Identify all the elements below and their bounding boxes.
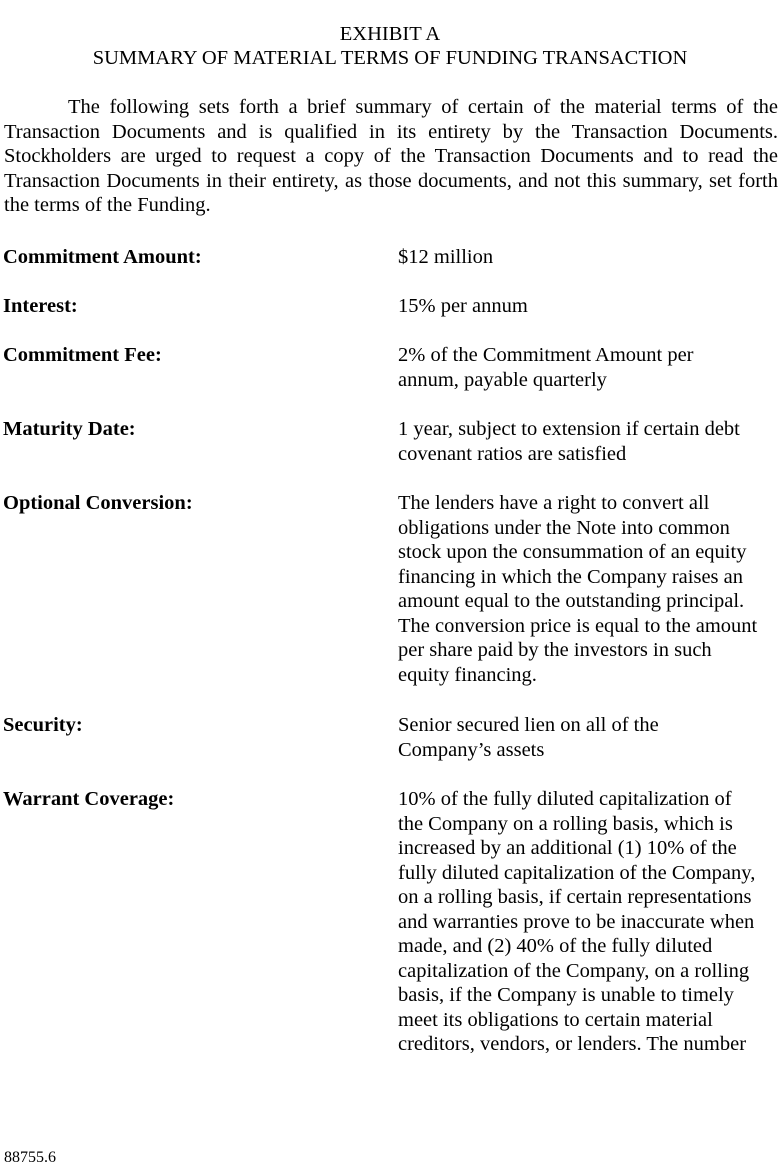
- term-label: Security:: [3, 714, 83, 736]
- term-value-line: amount equal to the outstanding principal.: [398, 590, 745, 612]
- term-label: Commitment Amount:: [3, 246, 202, 268]
- term-value-line: stock upon the consummation of an equity: [398, 541, 747, 563]
- term-value-line: financing in which the Company raises an: [398, 565, 743, 588]
- term-value: [398, 417, 778, 466]
- term-value-line: The lenders have a right to convert all: [398, 492, 710, 514]
- term-label: Commitment Fee:: [3, 344, 162, 366]
- term-value-line: increased by an additional (1) 10% of the: [398, 837, 737, 859]
- term-value: [398, 294, 778, 319]
- term-value-line: the Company on a rolling basis, which is: [398, 812, 733, 835]
- term-value-line: Company’s assets: [398, 738, 545, 761]
- term-value-line: basis, if the Company is unable to timely: [398, 984, 734, 1006]
- term-value-line: 2% of the Commitment Amount per: [398, 344, 694, 366]
- exhibit-heading: EXHIBIT A: [339, 23, 441, 45]
- term-value-line: obligations under the Note into common: [398, 516, 730, 539]
- term-value-line: 10% of the fully diluted capitalization of: [398, 788, 732, 810]
- term-value-line: fully diluted capitalization of the Company,: [398, 861, 756, 884]
- term-value-line: per share paid by the investors in such: [398, 639, 712, 661]
- term-label: Maturity Date:: [3, 418, 136, 440]
- document-title: SUMMARY OF MATERIAL TERMS OF FUNDING TRANSACTION: [92, 47, 688, 69]
- term-value-line: equity financing.: [398, 663, 537, 686]
- term-value-line: covenant ratios are satisfied: [398, 442, 627, 465]
- term-label: Interest:: [3, 295, 78, 317]
- term-value: [398, 343, 778, 392]
- term-value-line: creditors, vendors, or lenders. The number: [398, 1033, 747, 1055]
- term-value-line: The conversion price is equal to the amount: [398, 614, 758, 637]
- intro-paragraph: The following sets forth a brief summary of certain of the material terms of the Transaction Documents and is qualified in its entirety by the Transaction Documents. Stockholders are urged to request a copy of the Transaction Documents and to read the Transaction Documents in their entirety, as those documents, and not this summary, set forth the terms of the Funding.: [4, 96, 778, 216]
- term-value-line: Senior secured lien on all of the: [398, 714, 659, 736]
- term-label: Warrant Coverage:: [3, 788, 175, 810]
- term-value-line: 15% per annum: [398, 295, 528, 317]
- term-value: [398, 245, 778, 270]
- term-label: Optional Conversion:: [3, 492, 193, 514]
- term-value-line: capitalization of the Company, on a rolling: [398, 959, 750, 982]
- term-value-line: meet its obligations to certain material: [398, 1008, 713, 1031]
- term-value-line: made, and (2) 40% of the fully diluted: [398, 935, 713, 957]
- term-value-line: on a rolling basis, if certain representations: [398, 886, 752, 908]
- term-value-line: annum, payable quarterly: [398, 368, 607, 391]
- term-value-line: 1 year, subject to extension if certain debt: [398, 418, 740, 440]
- term-value: [398, 491, 778, 687]
- term-value: [398, 713, 778, 762]
- term-value: [398, 787, 778, 1057]
- term-value-line: $12 million: [398, 246, 494, 268]
- term-value-line: and warranties prove to be inaccurate when: [398, 910, 755, 933]
- document-id: 88755.6: [4, 1149, 56, 1166]
